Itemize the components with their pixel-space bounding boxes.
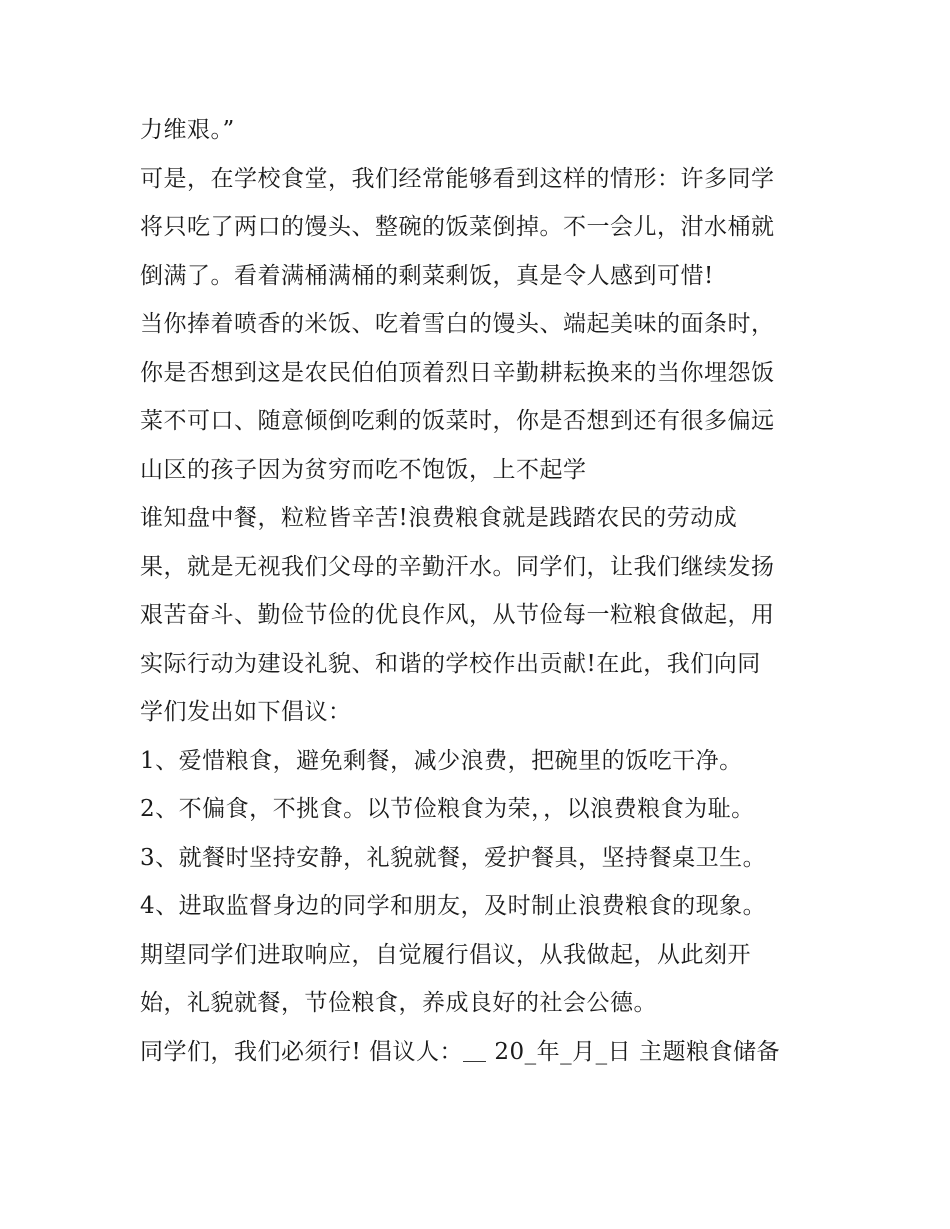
text-line: 果，就是无视我们父母的辛勤汗水。同学们，让我们继续发扬 [140, 553, 775, 580]
text-line: 倒满了。看着满桶满桶的剩菜剩饭，真是令人感到可惜! [140, 262, 714, 289]
text-line: 菜不可口、随意倾倒吃剩的饭菜时，你是否想到还有很多偏远 [140, 408, 775, 434]
text-line: 谁知盘中餐，粒粒皆辛苦!浪费粮食就是践踏农民的劳动成 [140, 505, 738, 531]
list-item: 4、进取监督身边的同学和朋友，及时制止浪费粮食的现象。 [140, 893, 767, 919]
text-line: 当你捧着喷香的米饭、吃着雪白的馒头、端起美味的面条时， [140, 311, 775, 337]
text-line: 你是否想到这是农民伯伯顶着烈日辛勤耕耘换来的当你埋怨饭 [140, 359, 775, 386]
list-item: 3、就餐时坚持安静，礼貌就餐，爱护餐具，坚持餐桌卫生。 [140, 844, 767, 871]
text-line: 学们发出如下倡议： [140, 699, 352, 725]
text-line: 山区的孩子因为贫穷而吃不饱饭，上不起学 [140, 456, 587, 483]
text-line: 艰苦奋斗、勤俭节俭的优良作风，从节俭每一粒粮食做起，用 [140, 602, 775, 628]
list-item: 1、爱惜粮食，避免剩餐，减少浪费，把碗里的饭吃干净。 [140, 747, 743, 774]
text-line: 将只吃了两口的馒头、整碗的饭菜倒掉。不一会儿，泔水桶就 [140, 214, 775, 240]
text-line: 可是，在学校食堂，我们经常能够看到这样的情形：许多同学 [140, 165, 775, 192]
document-body [140, 106, 830, 1076]
text-line: 实际行动为建设礼貌、和谐的学校作出贡献!在此，我们向同 [140, 650, 761, 677]
text-line: 期望同学们进取响应，自觉履行倡议，从我做起，从此刻开 [140, 941, 751, 968]
list-item: 2、不偏食，不挑食。以节俭粮食为荣，，以浪费粮食为耻。 [140, 796, 755, 822]
signature-line: 同学们，我们必须行! 倡议人：＿ 20_年_月_日 主题粮食储备 [140, 1038, 780, 1065]
text-line: 始，礼貌就餐，节俭粮食，养成良好的社会公德。 [140, 990, 657, 1016]
text-line: 力维艰。” [140, 117, 235, 143]
